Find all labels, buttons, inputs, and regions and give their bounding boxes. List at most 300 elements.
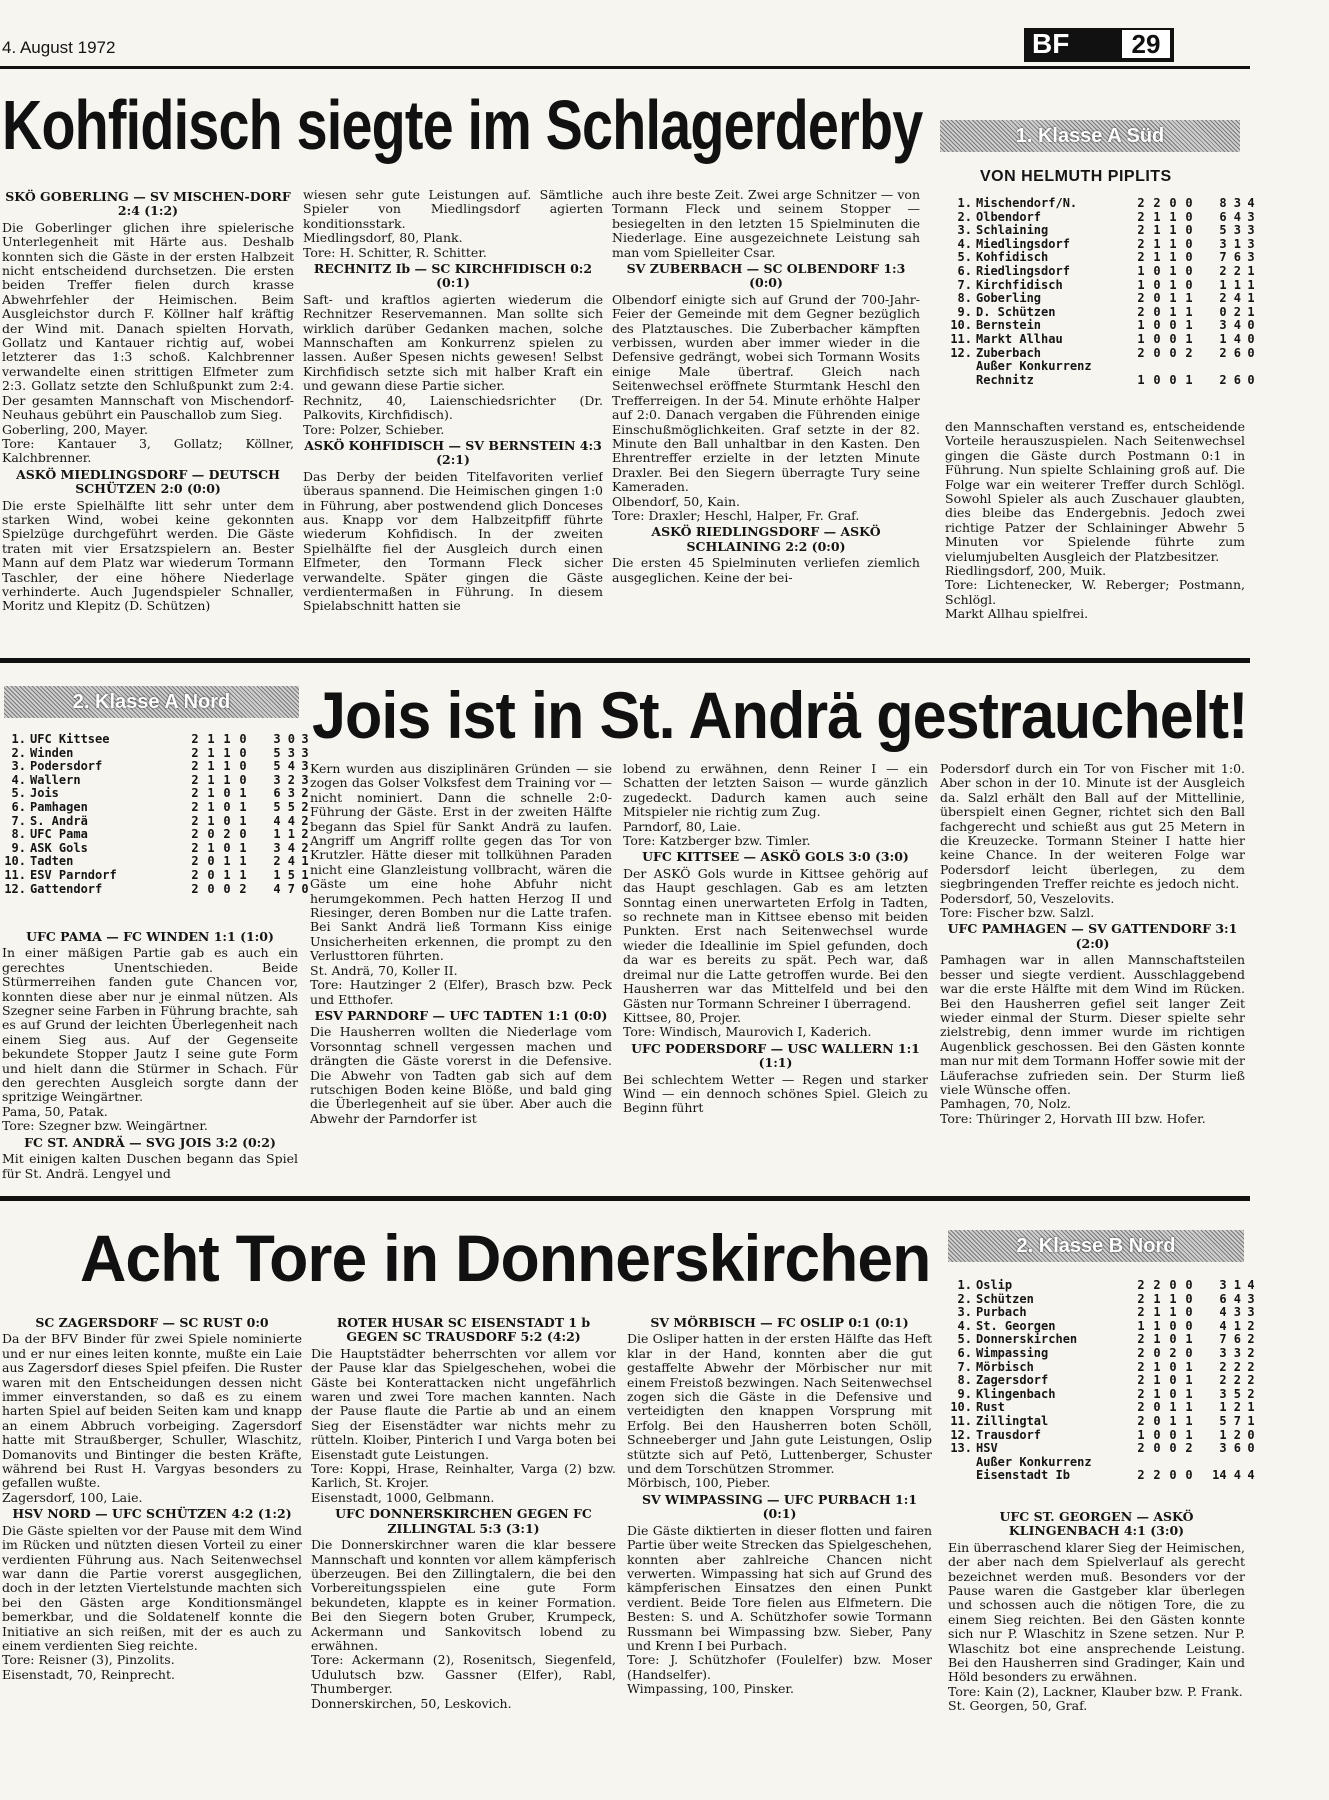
standings-cell: 2 <box>239 881 247 896</box>
standings-cell: 8. <box>11 827 26 842</box>
standings-cell: 1 <box>1185 1413 1193 1428</box>
issue-date: 4. August 1972 <box>2 38 116 57</box>
standings-cell: 0 <box>207 867 215 882</box>
standings-cell: 1 4 <box>1219 331 1241 346</box>
standings-cell: ASK Gols <box>30 840 88 855</box>
standings-cell: 4. <box>11 772 26 787</box>
standings-cell: 1 <box>1169 304 1177 319</box>
standings-cell: 1 <box>1185 318 1193 333</box>
standings-cell: 2 <box>191 759 199 774</box>
table-title-2-klasse-a-nord: 2. Klasse A Nord <box>4 686 299 718</box>
standings-cell: 6. <box>11 799 26 814</box>
standings-cell: Goberling <box>976 291 1042 306</box>
article-paragraph: auch ihre beste Zeit. Zwei arge Schnitzer — von Tormann Fleck und seinem Stopper — besiegelten in den letzten 15 Spielminuten die Niederlage. Eine ausgezeichnete Leistung sah man vom Spielleiter Csar. <box>612 188 920 260</box>
standings-cell: 2 <box>223 827 231 842</box>
match-heading: FC ST. ANDRÄ — SVG JOIS 3:2 (0:2) <box>24 1134 276 1150</box>
article-paragraph: Tore: Hautzinger 2 (Elfer), Brasch bzw. Peck und Etthofer. <box>310 977 612 1007</box>
article-paragraph: Die Gäste diktierten in dieser flotten und fairen Partie über weite Strecken das Spielgeschehen, konnten aber zahlreiche Chancen nicht verwerten. Wimpassing hat sich auf Grund des kämpferischen Einsatzes den einen Punkt verdient. Beide Tore fielen aus Elfmetern. Die Besten: S. und A. Schützhofer sowie Tormann Russmann bei Wimpassing bzw. Sieber, Pany und Krenn I bei Purbach. <box>627 1522 932 1653</box>
standings-cell: 1 <box>1169 1413 1177 1428</box>
standings-cell: 0 <box>1185 1278 1193 1292</box>
article-paragraph: St. Georgen, 50, Graf. <box>948 1698 1088 1714</box>
standings-cell: 0 <box>223 840 231 855</box>
section-divider <box>0 1196 1250 1201</box>
standings-cell <box>1197 360 1243 374</box>
standings-row <box>948 1361 1259 1375</box>
standings-cell: 6. <box>957 263 972 278</box>
standings-cell: 3 4 <box>1219 318 1241 333</box>
standings-row <box>948 333 1259 347</box>
standings-cell: Wimpassing <box>976 1345 1049 1360</box>
standings-cell: 14 4 <box>1212 1468 1241 1483</box>
standings-cell: 1 <box>1185 1373 1193 1388</box>
article-paragraph: Tore: Windisch, Maurovich I, Kaderich. <box>623 1024 872 1040</box>
standings-cell: 2. <box>957 209 972 224</box>
standings-cell: 11. <box>950 331 972 346</box>
standings-cell: 2 <box>301 799 309 814</box>
standings-cell: 1 <box>239 840 247 855</box>
standings-cell: Purbach <box>976 1305 1027 1320</box>
standings-cell: 3 0 <box>273 732 295 746</box>
standings-cell: 2 6 <box>1219 372 1241 387</box>
standings-cell: 1 <box>1247 1400 1255 1415</box>
standings-cell: 2 2 <box>1219 263 1241 278</box>
standings-cell: 0 <box>1153 1400 1161 1415</box>
table-title-2-klasse-b-nord: 2. Klasse B Nord <box>948 1230 1244 1262</box>
standings-cell: 1 <box>1185 291 1193 306</box>
standings-row <box>2 842 313 856</box>
article-paragraph: den Mannschaften verstand es, entscheidende Vorteile herauszuspielen. Nach Seitenwechsel gingen die Gäste durch Postmann 0:1 in Führung. Nun spielte Schlaining groß auf. Die Folge war ein weiterer Treffer durch Schlögl. Sowohl Spieler als auch Zuschauer glaubten, dies bleibe das Endergebnis. Jedoch zwei richtige Patzer der Schlaininger Abwehr 5 Minuten vor Spielende führte zum vielumjubelten Ausgleich der Platzbesitzer. <box>945 420 1245 564</box>
top-rule <box>0 66 1250 69</box>
article-column <box>2 1314 302 1794</box>
article-paragraph: Tore: Katzberger bzw. Timler. <box>623 833 811 849</box>
standings-cell: 0 <box>1185 223 1193 238</box>
standings-cell: Außer Konkurrenz <box>976 1454 1092 1469</box>
standings-cell: 8. <box>957 1373 972 1388</box>
standings-cell: 2 <box>1137 250 1145 265</box>
standings-cell: 1. <box>11 732 26 746</box>
standings-cell: 0 <box>1185 1468 1193 1483</box>
standings-cell: 2 <box>1153 1278 1161 1292</box>
article-paragraph: wiesen sehr gute Leistungen auf. Sämtliche Spieler von Miedlingsdorf agierten konditionsstark. <box>303 188 603 231</box>
article-column <box>2 188 294 648</box>
standings-cell: 2 <box>1137 223 1145 238</box>
article-paragraph: Tore: Thüringer 2, Horvath III bzw. Hofer. <box>940 1110 1206 1126</box>
standings-cell: 10. <box>950 318 972 333</box>
standings-cell: 2 <box>1137 209 1145 224</box>
standings-cell: 0 <box>1153 1345 1161 1360</box>
standings-cell: 3 <box>301 745 309 760</box>
standings-row <box>948 1347 1259 1361</box>
match-heading: UFC ST. GEORGEN — ASKÖ KLINGENBACH 4:1 (3:0) <box>999 1509 1194 1539</box>
standings-cell: Riedlingsdorf <box>976 263 1070 278</box>
standings-cell <box>948 1469 974 1483</box>
standings-row <box>948 1306 1259 1320</box>
standings-cell <box>1181 360 1197 374</box>
standings-cell: 2 <box>191 772 199 787</box>
standings-cell: 3 <box>1247 236 1255 251</box>
article-paragraph: Kern wurden aus disziplinären Gründen — sie zogen das Golser Volksfest dem Training vor — nicht nominiert. Dann die schnelle 2:0-Führung der Gäste. Erst in der zweiten Hälfte begann das Spiel für Sankt Andrä zu laufen. Angriff um Angriff rollte gegen das Tor von Krutzler. Hätte dieser mit tollkühnen Paraden nicht eine Glanzleistung vollbracht, wären die Gäste um eine hohe Abfuhr nicht herumgekommen. Pech hatten Herzog II und Riesinger, deren Bomben nur die Latte trafen. Bei Sankt Andrä ließ Tormann Kiss einige Unsicherheiten erkennen, die prompt zu den Verlusttoren führten. <box>310 762 612 964</box>
standings-cell: 2 <box>1137 1305 1145 1320</box>
standings-cell: 1 <box>1247 263 1255 278</box>
masthead-box <box>1024 28 1174 62</box>
standings-row <box>2 801 313 815</box>
article-paragraph: In einer mäßigen Partie gab es auch ein gerechtes Unentschieden. Beide Stürmerreihen fanden gute Chancen vor, konnten diese aber nur je einmal nützen. Als Szegner seine Farben in Führung brachte, sah es auf Grund der leichten Überlegenheit nach einem Sieg aus. Auf der Gegenseite bekundete Stopper Jautz I seine gute Form und hielt dann die Stürmer in Schach. Für den gerechten Ausgleich sorgte dann der spritzige Weingärtner. <box>2 945 298 1105</box>
standings-cell: 5 3 <box>273 745 295 760</box>
standings-cell: Kohfidisch <box>976 250 1049 265</box>
standings-cell: 1 <box>1137 318 1145 333</box>
article-paragraph: Riedlingsdorf, 200, Muik. <box>945 563 1107 579</box>
standings-cell: 1 <box>301 867 309 882</box>
standings-cell: 1 <box>1169 223 1177 238</box>
standings-cell: 2 <box>1185 345 1193 360</box>
standings-cell: 3 <box>301 732 309 746</box>
standings-cell: 2 <box>1137 304 1145 319</box>
standings-cell: Jois <box>30 786 59 801</box>
standings-cell: 5 7 <box>1219 1413 1241 1428</box>
standings-row <box>948 1388 1259 1402</box>
standings-row <box>2 828 313 842</box>
standings-cell: 1 5 <box>273 867 295 882</box>
standings-row <box>948 1374 1259 1388</box>
standings-cell: Rechnitz <box>976 372 1034 387</box>
match-heading: SV MÖRBISCH — FC OSLIP 0:1 (0:1) <box>650 1315 909 1330</box>
standings-cell: 0 <box>1169 1332 1177 1347</box>
standings-cell: 0 <box>1169 1386 1177 1401</box>
standings-cell: 7. <box>957 1359 972 1374</box>
standings-cell: 2 <box>1169 1345 1177 1360</box>
standings-cell: 2 <box>1137 1291 1145 1306</box>
standings-cell <box>1133 360 1149 374</box>
standings-cell: 9. <box>957 304 972 319</box>
standings-cell: 1 <box>1137 372 1145 387</box>
match-heading: SV WIMPASSING — UFC PURBACH 1:1 (0:1) <box>641 1491 918 1522</box>
standings-cell: 7 6 <box>1219 1332 1241 1347</box>
article-paragraph: Tore: Polzer, Schieber. <box>303 421 445 437</box>
article-paragraph: Markt Allhau spielfrei. <box>945 606 1089 622</box>
article-paragraph: Wimpassing, 100, Pinsker. <box>627 1681 794 1697</box>
standings-cell: 1 <box>239 786 247 801</box>
standings-cell: 1 <box>1185 1427 1193 1442</box>
standings-row <box>948 1415 1259 1429</box>
standings-cell: 4 <box>1247 196 1255 210</box>
standings-cell: 0 <box>239 745 247 760</box>
standings-cell: 2 6 <box>1219 345 1241 360</box>
standings-cell: 1 <box>1153 250 1161 265</box>
standings-cell: 1 2 <box>1219 1427 1241 1442</box>
article-paragraph: Pama, 50, Patak. <box>2 1103 108 1119</box>
standings-cell: Außer Konkurrenz <box>976 359 1092 374</box>
standings-cell: 0 <box>301 881 309 896</box>
standings-cell: 2 <box>191 732 199 746</box>
article-paragraph: Podersdorf durch ein Tor von Fischer mit 1:0. Aber schon in der 10. Minute ist der Ausgleich da. Salzl erhält den Ball auf der Mittellinie, überspielt einen Gegner, richtet sich den Ball fachgerecht und schießt aus gut 25 Metern in die Kreuzecke. Tormann Steiner I hatte hier keine Chance. In der weiteren Folge war Podersdorf leicht überlegen, zu dem siegbringenden Treffer reichte es jedoch nicht. <box>940 762 1245 892</box>
standings-cell: Oslip <box>976 1278 1013 1292</box>
standings-cell: 3 4 <box>273 840 295 855</box>
match-heading: HSV NORD — UFC SCHÜTZEN 4:2 (1:2) <box>12 1506 292 1522</box>
standings-cell: 3 1 <box>1219 1278 1241 1292</box>
article-paragraph: Eisenstadt, 70, Reinprecht. <box>2 1666 175 1682</box>
standings-cell: 1 <box>239 854 247 869</box>
standings-cell: 1 1 <box>1219 277 1241 292</box>
standings-cell: 0 <box>1153 331 1161 346</box>
match-heading: UFC PAMHAGEN — SV GATTENDORF 3:1 (2:0) <box>947 921 1238 951</box>
standings-cell <box>1181 1456 1197 1470</box>
standings-cell: 11. <box>4 867 26 882</box>
article-paragraph: Der ASKÖ Gols wurde in Kittsee gehörig auf das Haupt geschlagen. Gab es am letzten Sonntag einen unerwarteten Erfolg in Tadten, so rechnete man in Kittsee ebenso mit beiden Punkten. Erst nach Seitenwechsel wurde wieder die Ideallinie im Spiel gefunden, doch da war es bereits zu spät. Pech war, daß dreimal nur die Latte getroffen wurde. Bei den Hausherren war das Mittelfeld und bei den Gästen nur Tormann Schreiner I überragend. <box>623 865 928 1011</box>
standings-cell: 4 3 <box>1219 1305 1241 1320</box>
article-paragraph: Die Gäste spielten vor der Pause mit dem Wind im Rücken und nützten diesen Vorteil zu einer verdienten Führung aus. Nach Seitenwechsel war dann die Partie vorerst ausgeglichen, doch in der letzten Viertelstunde machten sich bei den Gästen arge Konditionsmängel bemerkbar, und die Soldatenelf konnte die Initiative an sich reißen, mit der es auch zu einem verdienten Sieg reichte. <box>2 1522 302 1653</box>
standings-cell: Miedlingsdorf <box>976 236 1070 251</box>
standings-cell: 1 <box>239 813 247 828</box>
standings-cell: 1 <box>207 772 215 787</box>
article-paragraph: Miedlingsdorf, 80, Plank. <box>303 230 463 246</box>
article-paragraph: Goberling, 200, Mayer. <box>2 421 148 437</box>
standings-cell: 1 2 <box>1219 1400 1241 1415</box>
standings-cell <box>948 360 974 374</box>
standings-cell: Schützen <box>976 1291 1034 1306</box>
standings-cell: 1 <box>1169 277 1177 292</box>
standings-row <box>948 1429 1259 1443</box>
standings-cell: 6 4 <box>1219 1291 1241 1306</box>
article-paragraph: Tore: Kain (2), Lackner, Klauber bzw. P. Frank. <box>948 1683 1243 1699</box>
standings-cell: 3 3 <box>1219 1345 1241 1360</box>
standings-cell: 0 <box>1185 1345 1193 1360</box>
standings-cell: 0 <box>1169 372 1177 387</box>
standings-cell: 1 <box>301 854 309 869</box>
standings-row <box>2 733 313 747</box>
standings-cell: 1 <box>1153 1359 1161 1374</box>
standings-row <box>948 292 1259 306</box>
standings-cell: 3. <box>11 759 26 774</box>
standings-cell: 0 <box>207 827 215 842</box>
standings-cell: 2 <box>191 799 199 814</box>
standings-cell: 12. <box>950 1427 972 1442</box>
standings-cell: 1 <box>1153 1386 1161 1401</box>
standings-cell: Olbendorf <box>976 209 1042 224</box>
article-paragraph: Rechnitz, 40, Laienschiedsrichter (Dr. Palkovits, Kirchfidisch). <box>303 392 603 423</box>
standings-cell: 0 <box>1169 318 1177 333</box>
article-paragraph: lobend zu erwähnen, denn Reiner I — ein Schatten der letzten Saison — wurde gänzlich zugedeckt. Dadurch kamen auch seine Mitspieler nie richtig zum Zug. <box>623 762 928 820</box>
table-title-1-klasse-a-sued: 1. Klasse A Süd <box>940 120 1240 152</box>
standings-cell: Zuberbach <box>976 345 1042 360</box>
standings-cell: 2 2 <box>1219 1373 1241 1388</box>
standings-cell: 1 <box>1137 263 1145 278</box>
standings-row <box>948 1401 1259 1415</box>
standings-cell: 2 <box>301 813 309 828</box>
standings-cell: 1 <box>1153 1373 1161 1388</box>
standings-cell: 0 <box>1153 372 1161 387</box>
standings-cell: 1 <box>1169 1291 1177 1306</box>
standings-cell: 0 <box>239 827 247 842</box>
article-paragraph: St. Andrä, 70, Koller II. <box>310 962 458 978</box>
standings-cell: 2 <box>1247 1386 1255 1401</box>
standings-cell: St. Georgen <box>976 1318 1056 1333</box>
standings-cell: 2 <box>301 786 309 801</box>
standings-cell: 1 <box>1247 277 1255 292</box>
article-paragraph: Pamhagen, 70, Nolz. <box>940 1096 1071 1112</box>
standings-cell: 3 6 <box>1219 1441 1241 1456</box>
standings-cell: 0 <box>223 881 231 896</box>
standings-cell: 0 <box>1247 372 1255 387</box>
standings-cell: Donnerskirchen <box>976 1332 1078 1347</box>
standings-row <box>948 279 1259 293</box>
article-paragraph: Pamhagen war in allen Mannschaftsteilen besser und siegte verdient. Ausschlaggebend war die erste Hälfte mit dem Wind im Rücken. Bei den Hausherren gefiel seit langer Zeit wieder einmal der Sturm. Dieser spielte sehr zielstrebig, denn immer wurde im richtigen Augenblick geschossen. Bei den Gästen konnte man nur mit dem Tormann Hoffer sowie mit der Läuferachse zufrieden sein. Der Sturm ließ viele Wünsche offen. <box>940 952 1245 1097</box>
standings-cell: 1 <box>1185 304 1193 319</box>
standings-cell: 1 <box>1185 1332 1193 1347</box>
article-column <box>627 1314 932 1794</box>
standings-cell: 5 3 <box>1219 223 1241 238</box>
match-heading: UFC PAMA — FC WINDEN 1:1 (1:0) <box>26 929 274 944</box>
article-paragraph: Donnerskirchen, 50, Leskovich. <box>311 1695 512 1711</box>
standings-cell: Mischendorf/N. <box>976 196 1078 210</box>
standings-cell: 1 <box>207 786 215 801</box>
article-column <box>623 762 928 1185</box>
standings-cell: 0 <box>1185 250 1193 265</box>
standings-cell: 1 <box>1169 1400 1177 1415</box>
standings-cell: HSV <box>976 1441 998 1456</box>
standings-cell: Zagersdorf <box>976 1373 1049 1388</box>
standings-cell: 0 <box>1169 1427 1177 1442</box>
standings-row <box>2 869 313 883</box>
standings-cell: 3 <box>301 772 309 787</box>
article-paragraph: Mörbisch, 100, Pieber. <box>627 1475 771 1491</box>
standings-cell: 4. <box>957 236 972 251</box>
standings-cell: 3 <box>1247 223 1255 238</box>
standings-cell: 2 <box>1247 1332 1255 1347</box>
standings-cell: 1 <box>239 867 247 882</box>
standings-cell: 1 <box>1137 277 1145 292</box>
article-column <box>2 928 298 1185</box>
article-paragraph: Podersdorf, 50, Veszelovits. <box>940 890 1115 906</box>
standings-cell: 1 <box>1137 1318 1145 1333</box>
standings-cell: 1 <box>223 759 231 774</box>
standings-row <box>948 238 1259 252</box>
standings-cell: 2 <box>191 881 199 896</box>
standings-cell: 0 <box>1185 196 1193 210</box>
standings-cell: 10. <box>950 1400 972 1415</box>
standings-cell: 9. <box>957 1386 972 1401</box>
article-paragraph: Mit einigen kalten Duschen begann das Spiel für St. Andrä. Lengyel und <box>2 1151 298 1181</box>
standings-cell: 2 <box>1137 1359 1145 1374</box>
standings-cell: 1 <box>223 732 231 746</box>
standings-cell: 0 <box>239 759 247 774</box>
standings-cell: Markt Allhau <box>976 331 1063 346</box>
standings-cell: 2 <box>191 813 199 828</box>
article-paragraph: Da der BFV Binder für zwei Spiele nominierte und er nur eines leiten konnte, mußte ein Laie aus Zagersdorf dieses Spiel pfeifen. Die Ruster waren mit den Entscheidungen dessen nicht immer einverstanden, so daß es zu einem harten Spiel auf beiden Seiten kam und knapp an einem Abbruch vorbeiging. Zagersdorf hatte mit Straußberger, Schuller, Wlaschitz, Domanovits und Bintinger die besten Kräfte, während bei Rust H. Vargyas besonders zu gefallen wußte. <box>2 1331 302 1491</box>
match-heading: ASKÖ KOHFIDISCH — SV BERNSTEIN 4:3 (2:1) <box>304 437 602 468</box>
standings-cell: 2 <box>1137 1332 1145 1347</box>
standings-cell: 0 <box>1153 291 1161 306</box>
standings-cell <box>1165 1456 1181 1470</box>
standings-cell: 0 <box>1185 1318 1193 1333</box>
standings-cell: 0 <box>239 772 247 787</box>
standings-cell: 2 <box>1137 1441 1145 1456</box>
standings-cell: 1 <box>1153 1332 1161 1347</box>
standings-cell: 0 <box>1169 331 1177 346</box>
article-column <box>948 1508 1245 1794</box>
standings-cell: 2 <box>301 840 309 855</box>
standings-cell <box>1149 360 1165 374</box>
standings-row <box>2 815 313 829</box>
article-paragraph: Die Donnerskirchner waren die klar bessere Mannschaft und konnten vor allem kämpferisch überzeugen. Bei den Zillingtalern, die bei den Vorbereitungsspielen eine gute Form bekundeten, klappte es in keiner Formation. Bei den Siegern boten Gruber, Krumpeck, Ackermann und Sankovitsch lobend zu erwähnen. <box>311 1537 616 1653</box>
standings-cell: D. Schützen <box>976 304 1056 319</box>
article-column <box>311 1314 616 1794</box>
headline-donnerskirchen: Acht Tore in Donnerskirchen <box>80 1221 931 1295</box>
standings-cell: 2 <box>1137 1278 1145 1292</box>
standings-cell <box>1133 1456 1149 1470</box>
standings-cell: 6 4 <box>1219 209 1241 224</box>
standings-cell: 3. <box>957 223 972 238</box>
standings-row <box>948 1442 1259 1456</box>
article-paragraph: Tore: Ackermann (2), Rosenitsch, Siegenfeld, Udulutsch bzw. Gassner (Elfer), Rabl, Thumberger. <box>311 1652 616 1697</box>
standings-cell: 2 <box>1247 1318 1255 1333</box>
standings-row <box>948 319 1259 333</box>
standings-cell: 4. <box>957 1318 972 1333</box>
standings-cell: Rust <box>976 1400 1005 1415</box>
standings-cell: 1 <box>207 840 215 855</box>
standings-cell: 2 <box>1137 291 1145 306</box>
standings-cell: 0 <box>1247 1427 1255 1442</box>
match-heading: ASKÖ RIEDLINGSDORF — ASKÖ SCHLAINING 2:2 (0:0) <box>651 524 881 554</box>
standings-cell: 2 <box>191 854 199 869</box>
standings-row <box>948 1469 1259 1483</box>
standings-cell: 0 <box>1169 1468 1177 1483</box>
standings-cell: 4 7 <box>273 881 295 896</box>
standings-cell: 2 2 <box>1219 1359 1241 1374</box>
match-heading: ASKÖ MIEDLINGSDORF — DEUTSCH SCHÜTZEN 2:0 (0:0) <box>16 466 280 497</box>
article-paragraph: Eisenstadt, 1000, Gelbmann. <box>311 1489 495 1505</box>
article-paragraph: Olbendorf, 50, Kain. <box>612 493 740 509</box>
standings-cell: 4 <box>1247 1468 1255 1483</box>
match-heading: SC ZAGERSDORF — SC RUST 0:0 <box>35 1315 269 1330</box>
match-heading: UFC KITTSEE — ASKÖ GOLS 3:0 (3:0) <box>642 849 909 865</box>
standings-cell: 0 <box>1185 263 1193 278</box>
standings-cell: 2. <box>11 745 26 760</box>
standings-cell: 3 5 <box>1219 1386 1241 1401</box>
standings-cell: Mörbisch <box>976 1359 1034 1374</box>
standings-cell: 1 <box>1169 209 1177 224</box>
standings-cell: 2 4 <box>1219 291 1241 306</box>
standings-cell: Klingenbach <box>976 1386 1056 1401</box>
standings-cell: 1 <box>1153 1305 1161 1320</box>
standings-cell: 2 4 <box>273 854 295 869</box>
article-paragraph: Die Hauptstädter beherrschten vor allem vor der Pause klar das Spielgeschehen, wobei die Gäste bei Konterattacken nicht ungefährlich waren und zwei Tore machen kannten. Nach der Pause flaute die Partie ab und an einem Sieg der Eisenstädter war nichts mehr zu rütteln. Kloiber, Pinterich I und Varga boten bei Eisenstadt gute Leistungen. <box>311 1345 616 1462</box>
standings-cell: 0 <box>1153 345 1161 360</box>
standings-cell: 1 <box>1169 1305 1177 1320</box>
standings-cell: 2 <box>191 745 199 760</box>
standings-cell: 0 <box>223 786 231 801</box>
standings-cell: 1 <box>207 813 215 828</box>
article-paragraph: Die ersten 45 Spielminuten verliefen ziemlich ausgeglichen. Keine der bei- <box>612 555 920 585</box>
standings-cell: Wallern <box>30 772 81 787</box>
standings-cell: 0 <box>1169 1359 1177 1374</box>
standings-cell: 0 <box>239 732 247 746</box>
standings-cell: 1 <box>1137 331 1145 346</box>
match-heading: UFC DONNERSKIRCHEN GEGEN FC ZILLINGTAL 5:3 (3:1) <box>335 1506 592 1536</box>
standings-cell: 0 <box>1185 1291 1193 1306</box>
article-paragraph: Olbendorf einigte sich auf Grund der 700-Jahr-Feier der Gemeinde mit dem Gegner bezüglich des Platztausches. Die Zuberbacher kämpften verbissen, wurden aber immer wieder in die Defensive gedrängt, wobei sich Tormann Wosits einige Male übertraf. Gleich nach Seitenwechsel eröffnete Sturmtank Heschl den Trefferreigen. In der 54. Minute erhöhte Halper auf 2:0. Danach vergaben die Führenden einige Einschußmöglichkeiten. Graf setzte in der 82. Minute den Ball unhaltbar in den Kasten. Den Ehrentreffer erzielte in der letzten Minute Draxler. Bei den Siegern überragte Tury seine Kameraden. <box>612 291 920 495</box>
standings-cell: 4 <box>1247 1278 1255 1292</box>
standings-cell: 3 <box>1247 1291 1255 1306</box>
standings-cell: 1. <box>957 1278 972 1292</box>
standings-cell: 0 <box>1153 277 1161 292</box>
standings-cell: 1 <box>223 745 231 760</box>
standings-cell: 2 <box>191 827 199 842</box>
standings-row <box>948 1333 1259 1347</box>
standings-cell: 5. <box>957 1332 972 1347</box>
article-paragraph: Die erste Spielhälfte litt sehr unter dem starken Wind, wobei keine gekonnten Spielzüge durchgeführt werden. Die Gäste traten mit vier Ersatzspielern an. Bester Mann auf dem Platz war wiederum Tormann Taschler, der eine höhere Niederlage verhinderte. Auch Jugendspieler Schnaller, Moritz und Klepitz (D. Schützen) <box>2 497 294 614</box>
standings-cell: Bernstein <box>976 318 1042 333</box>
standings-cell: Kirchfidisch <box>976 277 1063 292</box>
